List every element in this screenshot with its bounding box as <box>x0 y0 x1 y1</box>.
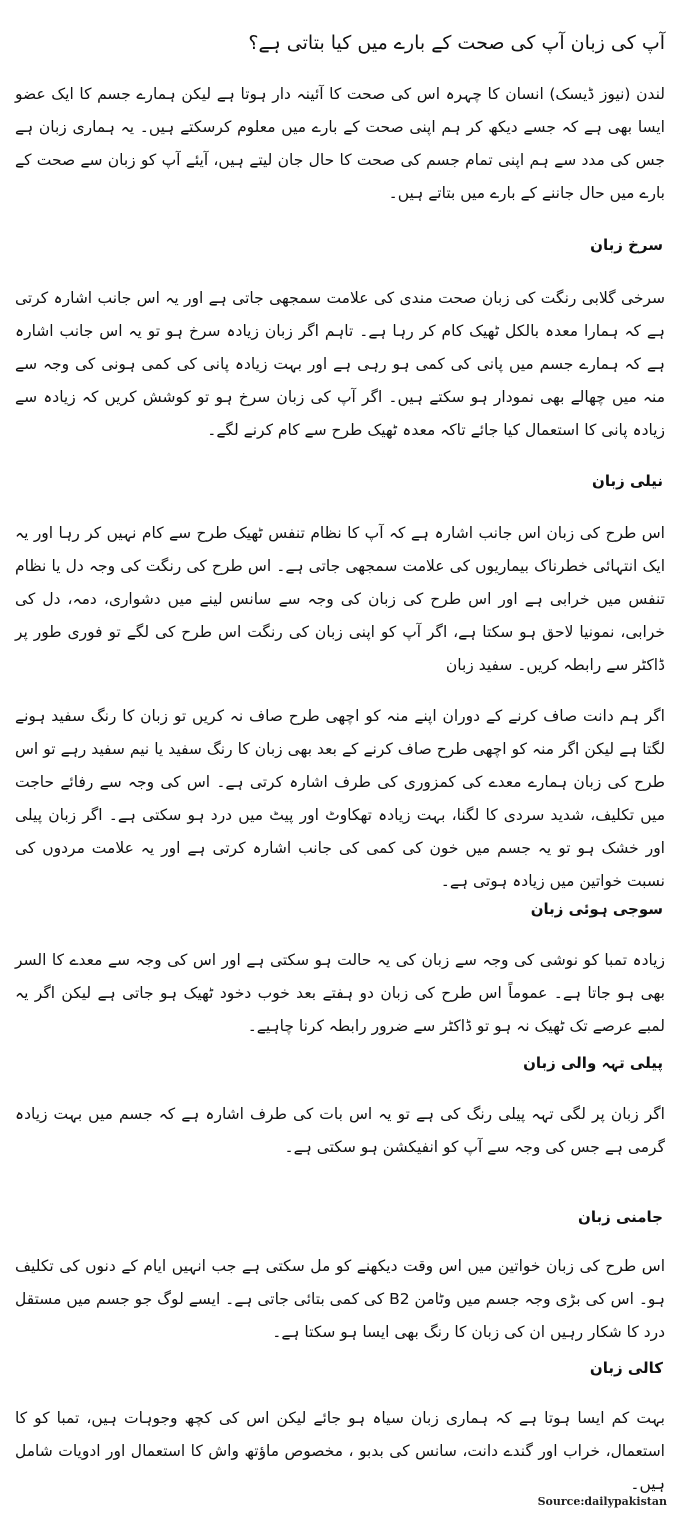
intro-paragraph: لندن (نیوز ڈیسک) انسان کا چہرہ اس کی صحت کا آئینہ دار ہوتا ہے لیکن ہمارے جسم کا ایک عضو ایسا بھی ہے کہ جسے دیکھ کر ہم اپنی صحت کے بارے میں معلوم کرسکتے ہیں۔ یہ ہماری زبان ہے جس کی مدد سے ہم اپنی تمام جسم کی صحت کا حال جان لیتے ہیں، آیئے آپ کو زبان سے صحت کے بارے میں حال جاننے کے بارے میں بتاتے ہیں۔ <box>15 85 665 202</box>
section-heading-yellow-coated-tongue: پیلی تہہ والی زبان <box>523 1054 663 1072</box>
section-text-red-tongue: سرخی گلابی رنگت کی زبان صحت مندی کی علامت سمجھی جاتی ہے اور یہ اس جانب اشارہ کرتی ہے کہ ہمارا معدہ بالکل ٹھیک کام کر رہا ہے۔ تاہم اگر زبان زیادہ سرخ ہو تو یہ اس جانب اشارہ ہے کہ ہمارے جسم میں پانی کی کمی ہو رہی ہے اور بہت زیادہ پانی کی کمی ہونی کی وجہ سے منہ میں چھالے بھی نمودار ہو سکتے ہیں۔ اگر آپ کی زبان سرخ ہو تو کوشش کریں کہ زیادہ سے زیادہ پانی کا استعمال کیا جائے تاکہ معدہ ٹھیک طرح سے کام کرنے لگے۔ <box>15 289 665 439</box>
section-heading-black-tongue: کالی زبان <box>589 1359 663 1377</box>
source-credit: Source:dailypakistan <box>537 1495 667 1508</box>
section-heading-blue-tongue: نیلی زبان <box>592 472 663 490</box>
section-text-purple-tongue: اس طرح کی زبان خواتین میں اس وقت دیکھنے کو مل سکتی ہے جب انہیں ایام کے دنوں کی تکلیف ہو۔ اس کی بڑی وجہ جسم میں وٹامن B2 کی کمی بتائی جاتی ہے۔ ایسے لوگ جو جسم میں مستقل درد کا شکار رہیں ان کی زبان کا رنگ بھی ایسا ہو سکتا ہے۔ <box>15 1257 665 1341</box>
section-text-yellow-coated-tongue: اگر زبان پر لگی تہہ پیلی رنگ کی ہے تو یہ اس بات کی طرف اشارہ ہے کہ جسم میں بہت زیادہ گرمی ہے جس کی وجہ سے آپ کو انفیکشن ہو سکتی ہے۔ <box>15 1105 665 1156</box>
section-heading-swollen-tongue: سوجی ہوئی زبان <box>530 900 663 918</box>
section-text-white-tongue: اگر ہم دانت صاف کرنے کے دوران اپنے منہ کو اچھی طرح صاف نہ کریں تو زبان کا رنگ سفید ہونے لگتا ہے لیکن اگر منہ کو اچھی طرح صاف کرنے کے بعد بھی زبان کا رنگ سفید یا نیم سفید رہے تو اس طرح کی زبان ہمارے معدے کی کمزوری کی طرف اشارہ کرتی ہے۔ اس کی وجہ سے رفائے حاجت میں تکلیف، شدید سردی کا لگنا، بہت زیادہ تھکاوٹ اور پیٹ میں درد ہو سکتی ہے۔ اگر زبان پیلی اور خشک ہو تو یہ جسم میں خون کی کمی کی جانب اشارہ کرتی ہے اور یہ علامت مردوں کی نسبت خواتین میں زیادہ ہوتی ہے۔ <box>15 707 665 890</box>
section-heading-red-tongue: سرخ زبان <box>590 236 663 254</box>
section-text-black-tongue: بہت کم ایسا ہوتا ہے کہ ہماری زبان سیاہ ہو جائے لیکن اس کی کچھ وجوہات ہیں، تمبا کو کا استعمال، خراب اور گندے دانت، سانس کی بدبو ، مخصوص ماؤتھ واش کا استعمال اور ادویات شامل ہیں۔ <box>15 1409 665 1493</box>
section-text-swollen-tongue: زیادہ تمبا کو نوشی کی وجہ سے زبان کی یہ حالت ہو سکتی ہے اور اس کی وجہ سے معدے کا السر بھی ہو جاتا ہے۔ عموماً اس طرح کی زبان دو ہفتے بعد خوب دخود ٹھیک ہو جاتی ہے لیکن اگر یہ لمبے عرصے تک ٹھیک نہ ہو تو ڈاکٹر سے ضرور رابطہ کرنا چاہیے۔ <box>15 951 665 1035</box>
article-title: آپ کی زبان آپ کی صحت کے بارے میں کیا بتاتی ہے؟ <box>248 32 665 54</box>
section-text-blue-tongue: اس طرح کی زبان اس جانب اشارہ ہے کہ آپ کا نظام تنفس ٹھیک طرح سے کام نہیں کر رہا اور یہ ایک انتہائی خطرناک بیماریوں کی علامت سمجھی جاتی ہے۔ اس طرح کی رنگت کی وجہ دل یا نظام تنفس میں خرابی ہے اور اس طرح کی زبان کی وجہ سے سانس لینے میں دشواری، دمہ، دل کی خرابی، نمونیا لاحق ہو سکتا ہے، اگر آپ کو اپنی زبان کی رنگت اس طرح کی لگے تو فوری طور پر ڈاکٹر سے رابطہ کریں۔ سفید زبان <box>15 524 665 674</box>
section-heading-purple-tongue: جامنی زبان <box>578 1208 663 1226</box>
